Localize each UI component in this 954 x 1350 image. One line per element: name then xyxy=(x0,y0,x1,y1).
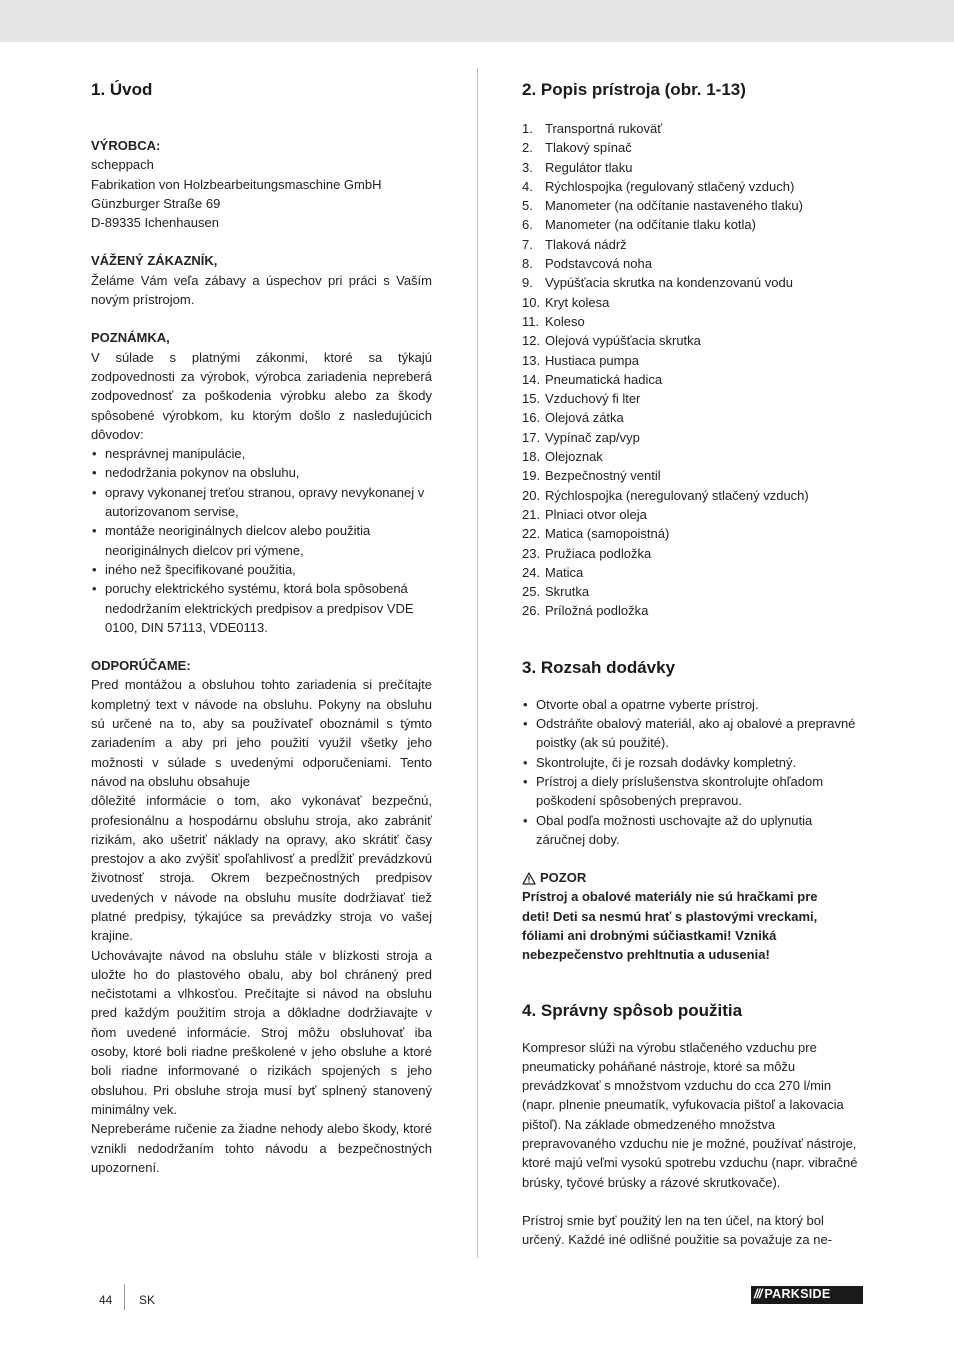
warning-label: POZOR xyxy=(540,870,587,886)
part-name: Tlakový spínač xyxy=(545,140,632,156)
part-number: 16. xyxy=(522,410,541,426)
list-item xyxy=(522,389,863,408)
warning-text: Prístroj a obalové materiály nie sú hračkami pre deti! Deti sa nesmú hrať s plastovými vreckami, fóliami ani drobnými súčiastkami! Vzniká nebezpečenstvo prehltnutia a udusenia! xyxy=(522,889,818,963)
list-item: • nesprávnej manipulácie, xyxy=(91,444,432,463)
list-item xyxy=(522,196,863,215)
right-column xyxy=(522,78,863,1250)
list-item xyxy=(522,235,863,254)
part-name: Hustiaca pumpa xyxy=(545,352,639,368)
list-item xyxy=(522,312,863,331)
list-item xyxy=(522,447,863,466)
list-item xyxy=(522,331,863,350)
part-number: 19. xyxy=(522,468,541,484)
language-code: SK xyxy=(139,1293,156,1307)
part-number: 1. xyxy=(522,121,533,136)
list-item xyxy=(522,273,863,292)
left-column xyxy=(91,78,432,1177)
column-divider xyxy=(477,68,478,1258)
part-name: Olejová zátka xyxy=(545,410,624,426)
part-number: 17. xyxy=(522,429,541,445)
list-item xyxy=(522,351,863,370)
part-name: Pružiaca podložka xyxy=(545,545,652,561)
part-number: 20. xyxy=(522,487,541,503)
part-number: 24. xyxy=(522,564,541,580)
list-item xyxy=(522,563,863,582)
note-bullet-list xyxy=(91,444,432,637)
part-number: 22. xyxy=(522,526,541,542)
list-item: • opravy vykonanej treťou stranou, opravy nevykonanej v autorizovanom servise, xyxy=(91,483,432,522)
part-name: Olejoznak xyxy=(545,449,603,465)
section-heading-intro: 1. Úvod xyxy=(91,80,153,99)
list-item: • Odstráňte obalový materiál, ako aj obalové a prepravné poistky (ak sú použité). xyxy=(522,714,863,753)
use-paragraph: Kompresor slúži na výrobu stlačeného vzduchu pre pneumaticky poháňané nástroje, ktoré sa môžu prevádzkovať s množstvom vzduchu do cca 270 l/min (napr. plnenie pneumatík, vyfukovacia pištoľ a lakovacia pištoľ). Na základe obmedzeného množstva prepravovaného vzduchu nie je možné, používať nástroje, ktoré majú veľmi vysokú spotrebu vzduchu (napr. vibračné brúsky, tyčové brúsky a rázové skrutkovače). xyxy=(522,1039,858,1190)
logo-slashes: /// xyxy=(754,1287,762,1302)
parts-list xyxy=(522,119,863,621)
section-heading-parts: 2. Popis prístroja (obr. 1-13) xyxy=(522,80,746,99)
part-name: Manometer (na odčítanie nastaveného tlaku) xyxy=(545,198,803,214)
part-number: 6. xyxy=(522,217,533,233)
warning-triangle-icon xyxy=(522,871,536,884)
part-name: Bezpečnostný ventil xyxy=(545,468,661,484)
manufacturer-label: VÝROBCA: xyxy=(91,138,161,153)
list-item: • iného než špecifikované použitia, xyxy=(91,560,432,579)
part-number: 15. xyxy=(522,391,541,407)
part-number: 2. xyxy=(522,140,533,156)
list-item xyxy=(522,138,863,157)
part-number: 7. xyxy=(522,236,533,252)
list-item xyxy=(522,601,863,620)
part-name: Koleso xyxy=(545,313,585,329)
part-name: Manometer (na odčítanie tlaku kotla) xyxy=(545,217,756,233)
part-name: Pneumatická hadica xyxy=(545,371,663,387)
part-name: Rýchlospojka (regulovaný stlačený vzduch) xyxy=(545,178,795,194)
part-name: Vypínač zap/vyp xyxy=(545,429,640,445)
part-number: 3. xyxy=(522,159,533,175)
part-name: Regulátor tlaku xyxy=(545,159,633,175)
list-item: • montáže neoriginálnych dielcov alebo použitia neoriginálnych dielcov pri výmene, xyxy=(91,521,432,560)
part-number: 25. xyxy=(522,584,541,600)
note-text: V súlade s platnými zákonmi, ktoré sa týkajú zodpovednosti za výrobok, výrobca zariadenia nepreberá zodpovednosť za poškodenia výrobku alebo za škody spôsobené výrobkom, ku ktorým došlo z nasledujúcich dôvodov: xyxy=(91,349,432,442)
list-item xyxy=(522,177,863,196)
part-name: Plniaci otvor oleja xyxy=(545,506,647,522)
use-paragraph: Prístroj smie byť použitý len na ten účel, na ktorý bol určený. Každé iné odlišné použitie sa považuje za ne- xyxy=(522,1212,833,1248)
part-name: Tlaková nádrž xyxy=(545,236,627,252)
logo-text: PARKSIDE xyxy=(764,1287,831,1302)
part-name: Transportná rukoväť xyxy=(545,121,663,136)
list-item xyxy=(522,486,863,505)
section-heading-use: 4. Správny spôsob použitia xyxy=(522,1000,743,1020)
list-item: • Skontrolujte, či je rozsah dodávky kompletný. xyxy=(522,753,863,772)
list-item xyxy=(522,119,863,138)
part-number: 9. xyxy=(522,275,533,291)
part-name: Matica xyxy=(545,564,584,580)
scope-bullet-list xyxy=(522,695,863,849)
list-item xyxy=(522,293,863,312)
recommend-paragraph: Uchovávajte návod na obsluhu stále v blízkosti stroja a uložte ho do plastového obalu, aby bol chránený pred nečistotami a vlhkosťou. Prečítajte si návod na obsluhu pred každým použitím stroja a dôkladne dodržiavajte v ňom uvedené informácie. Stroj môžu obsluhovať iba osoby, ktoré boli riadne preškolené v jeho obsluhe a ktoré boli riadne informované o rizikách spojených s jeho obsluhou. Pri obsluhe stroja musí byť splnený stanovený minimálny vek. xyxy=(91,947,432,1117)
part-number: 4. xyxy=(522,178,533,194)
part-number: 26. xyxy=(522,603,541,619)
part-name: Kryt kolesa xyxy=(545,294,610,310)
list-item: • Obal podľa možnosti uschovajte až do uplynutia záručnej doby. xyxy=(522,811,863,850)
part-name: Rýchlospojka (neregulovaný stlačený vzduch) xyxy=(545,487,809,503)
manufacturer-line: D-89335 Ichenhausen xyxy=(91,215,219,231)
list-item: • Otvorte obal a opatrne vyberte prístroj. xyxy=(522,695,863,714)
list-item xyxy=(522,524,863,543)
part-number: 12. xyxy=(522,333,541,349)
list-item: • Prístroj a diely príslušenstva skontrolujte ohľadom poškodení spôsobených prepravou. xyxy=(522,772,863,811)
note-label: POZNÁMKA, xyxy=(91,330,170,346)
part-name: Príložná podložka xyxy=(545,603,649,619)
list-item xyxy=(522,582,863,601)
page-number: 44 xyxy=(99,1293,113,1307)
part-name: Matica (samopoistná) xyxy=(545,526,670,542)
part-name: Podstavcová noha xyxy=(545,256,652,272)
part-number: 8. xyxy=(522,256,533,272)
manufacturer-line: scheppach xyxy=(91,157,154,173)
list-item xyxy=(522,544,863,563)
footer-divider xyxy=(124,1284,125,1310)
part-number: 13. xyxy=(522,352,541,368)
recommend-label: ODPORÚČAME: xyxy=(91,658,191,674)
part-name: Olejová vypúšťacia skrutka xyxy=(545,333,701,349)
part-number: 14. xyxy=(522,371,541,387)
part-number: 21. xyxy=(522,506,541,522)
list-item: • poruchy elektrického systému, ktorá bola spôsobená nedodržaním elektrických predpisov a predpisov VDE 0100, DIN 57113, VDE0113. xyxy=(91,579,432,637)
customer-label: VÁŽENÝ ZÁKAZNÍK, xyxy=(91,253,218,269)
page-footer xyxy=(0,1284,954,1314)
warning-heading xyxy=(522,868,863,887)
list-item xyxy=(522,158,863,177)
manufacturer-line: Fabrikation von Holzbearbeitungsmaschine GmbH xyxy=(91,176,382,192)
customer-text: Želáme Vám veľa zábavy a úspechov pri práci s Vaším novým prístrojom. xyxy=(91,272,432,308)
part-name: Skrutka xyxy=(545,584,590,600)
list-item xyxy=(522,370,863,389)
list-item xyxy=(522,505,863,524)
part-name: Vypúšťacia skrutka na kondenzovanú vodu xyxy=(545,275,793,291)
list-item xyxy=(522,215,863,234)
list-item: • nedodržania pokynov na obsluhu, xyxy=(91,463,432,482)
list-item xyxy=(522,466,863,485)
part-number: 18. xyxy=(522,449,541,465)
part-number: 23. xyxy=(522,545,541,561)
recommend-paragraph: dôležité informácie o tom, ako vykonávať bezpečnú, profesionálnu a hospodárnu obsluhu stroja, ako zabrániť rizikám, ako ušetriť náklady na opravy, ako skrátiť časy prestojov a ako zvýšiť spoľahlivosť a predĺžiť prevádzkovú životnosť stroja. Okrem bezpečnostných predpisov uvedených v návode na obsluhu musíte dodržiavať tiež platné predpisy, týkajúce sa prevádzky stroja vo vašej krajine. xyxy=(91,793,432,944)
part-name: Vzduchový fi lter xyxy=(545,391,641,407)
part-number: 5. xyxy=(522,198,533,214)
recommend-paragraph: Pred montážou a obsluhou tohto zariadenia si prečítajte kompletný text v návode na obsluhu. Pokyny na obsluhu sú určené na to, aby sa používateľ oboznámil s týmto zariadením a aby pri jeho použití využil všetky jeho možnosti v súlade s uvedenými odporučeniami. Tento návod na obsluhu obsahuje xyxy=(91,677,432,789)
top-header-bar xyxy=(0,0,954,42)
list-item xyxy=(522,254,863,273)
section-heading-scope: 3. Rozsah dodávky xyxy=(522,657,676,677)
list-item xyxy=(522,408,863,427)
manufacturer-address xyxy=(91,155,432,232)
parkside-logo xyxy=(751,1286,863,1304)
manufacturer-line: Günzburger Straße 69 xyxy=(91,195,221,211)
part-number: 10. xyxy=(522,294,541,310)
list-item xyxy=(522,428,863,447)
recommend-paragraph: Nepreberáme ručenie za žiadne nehody alebo škody, ktoré vznikli nedodržaním tohto návodu a bezpečnostných upozornení. xyxy=(91,1121,432,1175)
part-number: 11. xyxy=(522,313,540,329)
